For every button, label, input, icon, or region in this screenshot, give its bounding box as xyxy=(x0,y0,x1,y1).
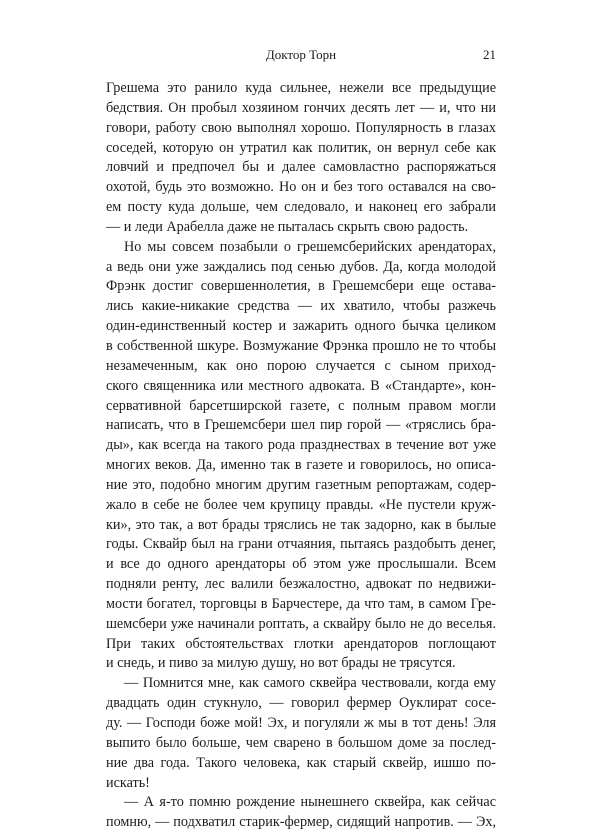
text-line: — А я-то помню рождение нынешнего сквейра, как сейчас xyxy=(124,794,496,811)
text-line: ние два года. Такого человека, как старый сквейр, ишшо по- xyxy=(106,754,496,771)
text-line: лись какие-никакие средства — их хватило, чтобы разжечь xyxy=(106,298,496,315)
body-text xyxy=(106,79,496,833)
text-line: выпито было больше, чем сварено в большом доме за послед- xyxy=(106,734,496,751)
text-line: сервативной барсетширской газете, с полным правом могли xyxy=(106,397,496,414)
text-line: — Помнится мне, как самого сквейра чествовали, когда ему xyxy=(124,675,496,692)
text-line: жало в себе не более чем крупицу правды. «Не пустели круж- xyxy=(106,496,496,513)
text-line: — и леди Арабелла даже не пыталась скрыть свою радость. xyxy=(106,218,469,235)
text-line: шемсбери уже начинали роптать, а сквайру было не до веселья. xyxy=(106,615,496,632)
text-line: говори, работу свою выполнял хорошо. Популярность в глазах xyxy=(106,119,496,136)
text-line: При таких обстоятельствах глотки арендаторов поглощают xyxy=(106,635,496,652)
text-line: ки», это так, а вот брады тряслись не так задорно, как в былые xyxy=(106,516,496,533)
text-line: Но мы совсем позабыли о грешемсберийских арендаторах, xyxy=(124,238,496,255)
text-line: ды», как всегда на такого рода празднествах в течение вот уже xyxy=(106,437,496,454)
text-line: соседей, которую он утратил как политик, он вернул себе как xyxy=(106,139,496,156)
text-line: охотой, будь это возможно. Но он и без того оставался на сво- xyxy=(106,179,496,196)
text-line: ду. — Господи боже мой! Эх, и погуляли ж мы в тот день! Эля xyxy=(106,715,496,731)
text-line: и все до одного арендаторы об этом уже прослышали. Всем xyxy=(106,556,496,573)
text-line: бедствия. Он пробыл хозяином гончих десять лет — и, что ни xyxy=(106,99,496,116)
text-line: годы. Сквайр был на грани отчаяния, пытаясь раздобыть денег, xyxy=(106,536,496,553)
text-line: искать! xyxy=(106,774,150,791)
text-line: незамеченным, как оно порою случается с сыном приход- xyxy=(106,357,496,374)
text-line: написать, что в Грешемсбери шел пир горой — «тряслись бра- xyxy=(106,417,496,434)
text-line: ем посту куда дольше, чем следовало, и наконец его забрали xyxy=(106,199,496,216)
text-line: многих веков. Да, именно так в газете и говорилось, но описа- xyxy=(106,457,496,474)
text-line: один-единственный костер и зажарить одного бычка целиком xyxy=(106,318,496,335)
text-line: ского священника или местного адвоката. В «Стандарте», кон- xyxy=(106,377,496,394)
running-title: Доктор Торн xyxy=(265,47,337,62)
text-line: а ведь они уже заждались под сенью дубов. Да, когда молодой xyxy=(106,258,496,275)
text-line: ние это, подобно многим другим газетным репортажам, содер- xyxy=(106,476,496,493)
page-number: 21 xyxy=(483,47,496,62)
text-line: мости богател, торговцы в Барчестере, да что там, в самом Гре- xyxy=(106,595,496,612)
text-line: и снедь, и пиво за милую душу, но вот брады не трясутся. xyxy=(106,655,456,672)
text-line: Фрэнк достиг совершеннолетия, в Грешемсбери еще остава- xyxy=(106,278,496,295)
text-line: помню, — подхватил старик-фермер, сидящий напротив. — Эх, xyxy=(106,814,496,831)
text-line: подняли ренту, лес валили безжалостно, адвокат по недвижи- xyxy=(106,576,496,593)
text-line: в собственной шкуре. Возмужание Фрэнка прошло не то чтобы xyxy=(106,337,496,354)
running-head xyxy=(106,47,496,63)
text-line: ловчий и предпочел бы и далее самовластно распоряжаться xyxy=(106,159,496,176)
text-line: двадцать один стукнуло, — говорил фермер Оуклират сосе- xyxy=(106,695,496,712)
text-line: Грешема это ранило куда сильнее, нежели все предыдущие xyxy=(106,80,496,96)
